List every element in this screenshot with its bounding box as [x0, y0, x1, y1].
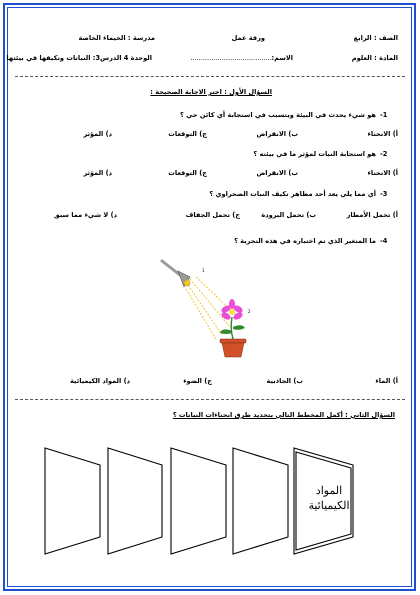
school-name: مدرسة : الخيماء الخاصة: [78, 34, 155, 42]
q2-title: السؤال الثاني : أكمل المخطط التالي بتحديد طرق انحناءات النباتات ؟: [172, 411, 395, 419]
q1-item3-option-b[interactable]: ب) تحمل البرودة: [261, 211, 316, 219]
q1-item1-text: هو شيء يحدث في البيئة ويتسبب في استجابة أي كائن حي ؟: [180, 111, 376, 119]
q1-title: السؤال الأول : اختر الاجابة الصحيحة :: [150, 88, 272, 96]
q1-item1-number: -1: [380, 111, 388, 119]
experiment-figure: [160, 255, 270, 365]
q2-box-5-label: المواد الكيميائية: [308, 484, 350, 512]
student-name-label: الاسم:: [271, 54, 293, 62]
q1-item4-option-b[interactable]: ب) الجاذبية: [266, 377, 303, 385]
header-divider: [15, 76, 405, 77]
pot-icon: [220, 339, 246, 357]
q1-item2-text: هو استجابة النبات لمؤثر ما في بيئته ؟: [253, 150, 376, 158]
q2-box-3[interactable]: [171, 448, 226, 554]
q1-item4-number: -4: [380, 237, 388, 245]
plant-icon: [220, 299, 245, 339]
q1-item2-number: -2: [380, 150, 388, 158]
q1-item1-option-d[interactable]: د) المؤثر: [83, 130, 112, 138]
subject-label: المادة : العلوم: [351, 54, 398, 62]
q1-item4-option-c[interactable]: ج) الضوء: [183, 377, 212, 385]
student-name-field[interactable]: .......................................: [190, 54, 272, 62]
q2-box-2[interactable]: [108, 448, 162, 554]
q1-divider: [15, 399, 405, 400]
q1-item1-option-b[interactable]: ب) الانقراض: [256, 130, 298, 138]
figure-label-1: 1: [202, 268, 205, 273]
q2-box-4[interactable]: [233, 448, 288, 554]
q1-item3-option-d[interactable]: د) لا شيء مما سبق: [53, 211, 117, 219]
q1-item4-option-d[interactable]: د) المواد الكيميائية: [70, 377, 130, 385]
q1-item3-text: أي مما يلي يعد أحد مظاهر تكيف النبات الصحراوي ؟: [209, 190, 376, 198]
q1-item1-option-a[interactable]: أ) الانحناء: [367, 130, 398, 138]
grade-label: الصف : الرابع: [353, 34, 398, 42]
q1-item1-option-c[interactable]: ج) التوقعات: [168, 130, 207, 138]
lesson-title: الوحدة 4 الدرس3: النباتات وتكيفها في بيئتها: [6, 54, 152, 62]
q1-item2-option-b[interactable]: ب) الانقراض: [256, 169, 298, 177]
q1-item2-option-c[interactable]: ج) التوقعات: [168, 169, 207, 177]
q1-item2-option-d[interactable]: د) المؤثر: [83, 169, 112, 177]
figure-label-2: 2: [248, 309, 251, 314]
q1-item3-option-a[interactable]: أ) تحمل الأمطار: [346, 211, 398, 219]
worksheet-title: ورقة عمل: [231, 34, 265, 42]
q1-item3-number: -3: [380, 190, 388, 198]
q2-box-1[interactable]: [45, 448, 100, 554]
q1-item2-option-a[interactable]: أ) الانحناء: [367, 169, 398, 177]
q1-item4-text: ما المتغير الذي تم اختباره في هذه التجربة ؟: [234, 237, 376, 245]
q1-item3-option-c[interactable]: ج) تحمل الجفاف: [185, 211, 240, 219]
lamp-icon: [162, 261, 190, 287]
q1-item4-option-a[interactable]: أ) الماء: [375, 377, 398, 385]
